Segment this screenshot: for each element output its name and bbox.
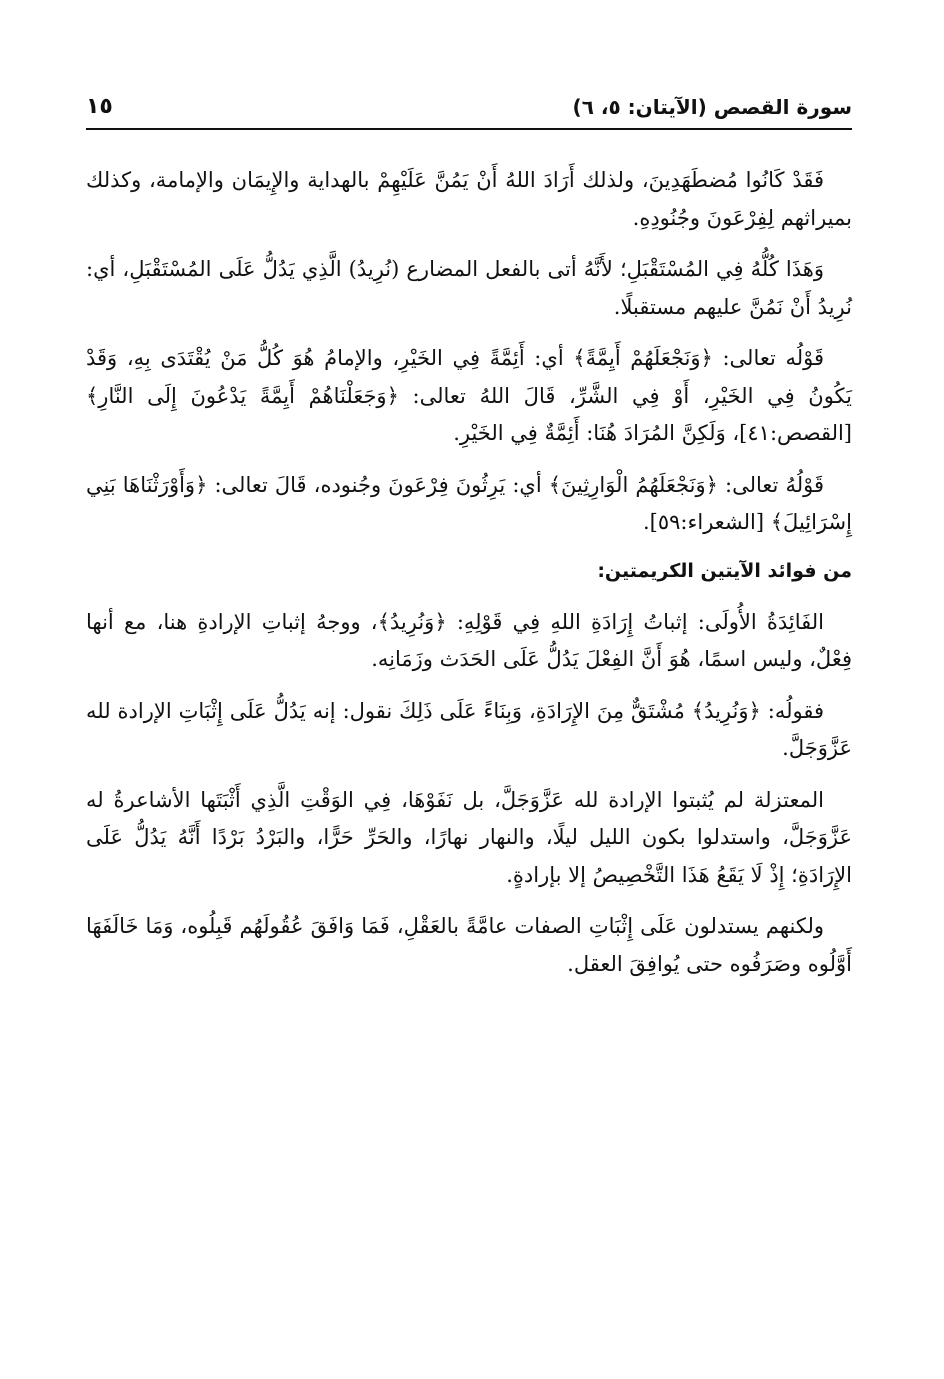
page-number: ١٥ bbox=[86, 94, 113, 119]
paragraph: وَهَذَا كُلُّهُ فِي المُسْتَقْبَلِ؛ لأَنَّهُ أتى بالفعل المضارع (نُرِيدُ) الَّذِي يَدُلُّ عَلَى المُسْتَقْبَلِ، أي: نُرِيدُ أَنْ نَمُنَّ عليهم مستقبلًا. bbox=[86, 257, 852, 319]
paragraph: قَوْلُه تعالى: ﴿وَنَجْعَلَهُمْ أَيِمَّةً﴾ أي: أَئِمَّةً فِي الخَيْرِ، والإمامُ هُوَ كُلُّ مَنْ يُقْتَدَى بِهِ، وَقَدْ يَكُونُ فِي الخَيْرِ، أَوْ فِي الشَّرِّ، قَالَ اللهُ تعالى: ﴿وَجَعَلْنَاهُمْ أَيِمَّةً يَدْعُونَ إِلَى النَّارِ﴾ [القصص:٤١]، وَلَكِنَّ المُرَادَ هُنَا: أَئِمَّةٌ فِي الخَيْرِ. bbox=[86, 346, 852, 445]
running-title: سورة القصص (الآيتان: ٥، ٦) bbox=[572, 95, 852, 119]
paragraph: فَقَدْ كَانُوا مُضطَهَدِينَ، ولذلك أَرَادَ اللهُ أَنْ يَمُنَّ عَلَيْهِمْ بالهداية والإِيمَان والإمامة، وكذلك بميراثهم لِفِرْعَونَ وجُنُودِهِ. bbox=[86, 168, 852, 230]
section-heading: من فوائد الآيتين الكريمتين: bbox=[597, 559, 852, 582]
page-header bbox=[86, 92, 852, 128]
benefit-paragraph: ولكنهم يستدلون عَلَى إِثْبَاتِ الصفات عامَّةً بالعَقْلِ، فَمَا وَافَقَ عُقُولَهُم قَبِلُوه، وَمَا خَالَفَهَا أَوَّلُوه وصَرَفُوه حتى يُوافِقَ العقل. bbox=[86, 914, 852, 976]
paragraph: قَوْلُهُ تعالى: ﴿وَنَجْعَلَهُمُ الْوَارِثِينَ﴾ أي: يَرِثُونَ فِرْعَونَ وجُنوده، قَالَ تعالى: ﴿وَأَوْرَثْنَاهَا بَنِي إِسْرَائِيلَ﴾ [الشعراء:٥٩]. bbox=[86, 472, 852, 534]
benefit-paragraph: فقولُه: ﴿وَنُرِيدُ﴾ مُشْتَقٌّ مِنَ الإِرَادَةِ، وَبِنَاءً عَلَى ذَلِكَ نقول: إنه يَدُلُّ عَلَى إِثْبَاتِ الإرادة لله عَزَّوَجَلَّ. bbox=[86, 698, 852, 760]
header-rule bbox=[86, 128, 852, 130]
benefit-paragraph: المعتزلة لم يُثبتوا الإرادة لله عَزَّوَجَلَّ، بل نَفَوْهَا، فِي الوَقْتِ الَّذِي أَثْبَتَها الأشاعرةُ له عَزَّوَجَلَّ، واستدلوا بكون الليل ليلًا، والنهار نهارًا، والحَرِّ حَرًّا، والبَرْدُ بَرْدًا أَنَّهُ يَدُلُّ عَلَى الإِرَادَةِ؛ إِذْ لَا يَقَعُ هَذَا التَّخْصِيصُ إلا بإرادةٍ. bbox=[86, 787, 852, 887]
body-text bbox=[86, 162, 852, 997]
benefit-paragraph: الفَائِدَةُ الأُولَى: إثباتُ إِرَادَةِ اللهِ فِي قَوْلِهِ: ﴿وَنُرِيدُ﴾، ووجهُ إثباتِ الإرادةِ هنا، مع أنها فِعْلٌ، وليس اسمًا، هُوَ أَنَّ الفِعْلَ يَدُلُّ عَلَى الحَدَث وزَمَانِه. bbox=[86, 609, 852, 671]
